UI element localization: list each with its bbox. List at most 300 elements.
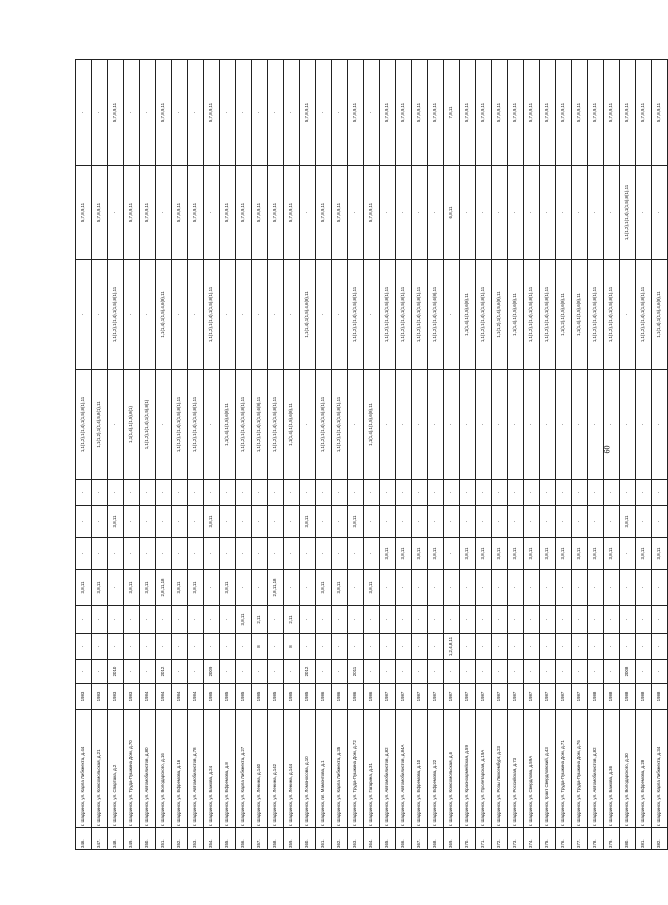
cell-c6: 3,8,11 bbox=[92, 570, 108, 606]
cell-c13: - bbox=[220, 60, 236, 166]
cell-c11: - bbox=[620, 260, 636, 370]
cell-c10: - bbox=[348, 370, 364, 480]
cell-c12: - bbox=[588, 166, 604, 260]
cell-c11: - bbox=[236, 260, 252, 370]
cell-c6: - bbox=[588, 570, 604, 606]
cell-year: 1983 bbox=[92, 684, 108, 710]
cell-c9: - bbox=[76, 480, 92, 506]
cell-c5: - bbox=[636, 606, 652, 634]
table-row bbox=[188, 60, 204, 850]
cell-c3: - bbox=[572, 660, 588, 684]
cell-num: 364. bbox=[364, 828, 380, 850]
cell-c7: - bbox=[300, 538, 316, 570]
cell-c6: - bbox=[444, 570, 460, 606]
cell-c9: - bbox=[412, 480, 428, 506]
cell-c3: - bbox=[476, 660, 492, 684]
cell-addr: г. Шадринск, ул. Ефремова, д.22 bbox=[428, 710, 444, 828]
cell-c11: 1,1(1,2),1(1,4),1(1,5),8(1),11 bbox=[636, 260, 652, 370]
cell-c10: - bbox=[444, 370, 460, 480]
cell-c9: - bbox=[540, 480, 556, 506]
cell-num: 358. bbox=[268, 828, 284, 850]
cell-c3: - bbox=[140, 660, 156, 684]
cell-c9: - bbox=[636, 480, 652, 506]
cell-c12: 5,7,8,9,11 bbox=[252, 166, 268, 260]
cell-c7: - bbox=[140, 538, 156, 570]
table-row bbox=[540, 60, 556, 850]
cell-c6: - bbox=[556, 570, 572, 606]
cell-c5: - bbox=[476, 606, 492, 634]
cell-c12: 5,7,8,9,11 bbox=[220, 166, 236, 260]
cell-c10: 1,1(1,4),1(1,5),6(8),11 bbox=[284, 370, 300, 480]
cell-c11: 1,1(1,2),1(1,4),1(1,5),8(1),11 bbox=[396, 260, 412, 370]
cell-c3: - bbox=[380, 660, 396, 684]
cell-c11: 1,1(1,4),1(1,5),4,6(8),11 bbox=[156, 260, 172, 370]
cell-c5: - bbox=[188, 606, 204, 634]
cell-c9: - bbox=[220, 480, 236, 506]
cell-c3: - bbox=[412, 660, 428, 684]
cell-year: 1984 bbox=[172, 684, 188, 710]
table-row bbox=[236, 60, 252, 850]
cell-c12: - bbox=[540, 166, 556, 260]
cell-c6: - bbox=[252, 570, 268, 606]
cell-c9: - bbox=[380, 480, 396, 506]
cell-c6: - bbox=[572, 570, 588, 606]
cell-c7: 3,8,11 bbox=[524, 538, 540, 570]
cell-c7: - bbox=[204, 538, 220, 570]
cell-year: 1987 bbox=[460, 684, 476, 710]
table-row bbox=[444, 60, 460, 850]
cell-c12: 5,7,8,9,11 bbox=[236, 166, 252, 260]
cell-c6: - bbox=[492, 570, 508, 606]
cell-c13: 5,7,8,9,11 bbox=[204, 60, 220, 166]
cell-c5: - bbox=[444, 606, 460, 634]
cell-c5: - bbox=[396, 606, 412, 634]
cell-c3: - bbox=[188, 660, 204, 684]
cell-c11: - bbox=[332, 260, 348, 370]
cell-c12: - bbox=[460, 166, 476, 260]
cell-year: 1983 bbox=[108, 684, 124, 710]
cell-c8: - bbox=[460, 506, 476, 538]
cell-c12: - bbox=[604, 166, 620, 260]
cell-addr: г. Шадринск, ул. Ефремова, д.10 bbox=[412, 710, 428, 828]
cell-c4: - bbox=[476, 634, 492, 660]
cell-year: 1984 bbox=[156, 684, 172, 710]
cell-c11: - bbox=[252, 260, 268, 370]
cell-c10: 1,1(1,2),1(1,4),1(1,5),8(1),11 bbox=[316, 370, 332, 480]
cell-c13: 5,7,8,9,11 bbox=[636, 60, 652, 166]
cell-addr: г. Шадринск, ул. Карла Либкнехта, д.34 bbox=[652, 710, 668, 828]
cell-c12: 5,7,8,9,11 bbox=[364, 166, 380, 260]
cell-year: 1987 bbox=[380, 684, 396, 710]
table-row bbox=[508, 60, 524, 850]
cell-c11: - bbox=[188, 260, 204, 370]
cell-c4: - bbox=[172, 634, 188, 660]
cell-c7: 3,8,11 bbox=[588, 538, 604, 570]
cell-c4: - bbox=[620, 634, 636, 660]
cell-addr: г. Шадринск, ул. Труда-Пушкина Дом, д.76 bbox=[572, 710, 588, 828]
cell-c3: 2012 bbox=[300, 660, 316, 684]
cell-addr: г. Шадринск, ул. Ленина, д.144 bbox=[284, 710, 300, 828]
cell-c3: - bbox=[588, 660, 604, 684]
table-row bbox=[620, 60, 636, 850]
cell-c4: - bbox=[428, 634, 444, 660]
cell-c10: 1,1(1,4),1(1,5),6(8),11 bbox=[220, 370, 236, 480]
cell-c4: - bbox=[204, 634, 220, 660]
cell-year: 1988 bbox=[652, 684, 668, 710]
cell-c11: 1,1(1,2),1(1,4),1(1,5),8(1),11 bbox=[380, 260, 396, 370]
cell-c5: - bbox=[300, 606, 316, 634]
cell-c8: 3,8,11 bbox=[620, 506, 636, 538]
table-row bbox=[412, 60, 428, 850]
cell-num: 381. bbox=[636, 828, 652, 850]
cell-c3: - bbox=[540, 660, 556, 684]
cell-c6: - bbox=[540, 570, 556, 606]
cell-addr: г. Шадринск, ул. Труда-Пушкина Дом, д.70 bbox=[124, 710, 140, 828]
cell-num: 379. bbox=[604, 828, 620, 850]
cell-c4: - bbox=[380, 634, 396, 660]
cell-c3: - bbox=[172, 660, 188, 684]
cell-c7: 3,8,11 bbox=[636, 538, 652, 570]
table-row bbox=[220, 60, 236, 850]
cell-c5: - bbox=[412, 606, 428, 634]
cell-addr: г. Шадринск, ул. Карла Либкнехта, д.35 bbox=[332, 710, 348, 828]
cell-c4: - bbox=[412, 634, 428, 660]
cell-c9: - bbox=[204, 480, 220, 506]
cell-c9: - bbox=[332, 480, 348, 506]
cell-c7: 3,8,11 bbox=[604, 538, 620, 570]
cell-c8: - bbox=[540, 506, 556, 538]
cell-c11: - bbox=[364, 260, 380, 370]
cell-c6: 3,8,11 bbox=[172, 570, 188, 606]
cell-c9: - bbox=[348, 480, 364, 506]
cell-addr: г. Шадринск, ул. Автомобилистов, д.78 bbox=[188, 710, 204, 828]
cell-c12: - bbox=[428, 166, 444, 260]
cell-c8: - bbox=[92, 506, 108, 538]
cell-year: 1987 bbox=[524, 684, 540, 710]
cell-c7: 3,8,11 bbox=[652, 538, 668, 570]
cell-num: 370. bbox=[460, 828, 476, 850]
cell-c10: - bbox=[380, 370, 396, 480]
cell-c10: 1,1(1,2),1(1,4),1(1,5),8(1) bbox=[140, 370, 156, 480]
cell-c11: 1,1(1,4),1(1,5),6(8),11 bbox=[508, 260, 524, 370]
cell-c6: - bbox=[300, 570, 316, 606]
cell-c8: - bbox=[380, 506, 396, 538]
cell-c7: 3,8,11 bbox=[428, 538, 444, 570]
cell-c10: 1,1(1,2),1(1,4),1(1,5),6(8),11 bbox=[252, 370, 268, 480]
cell-addr: г. Шадринск, ул. Автомобилистов, д.82 bbox=[588, 710, 604, 828]
cell-addr: г. Шадринск, ул. Ефремова, д.28 bbox=[636, 710, 652, 828]
table-row bbox=[140, 60, 156, 850]
cell-c5: - bbox=[172, 606, 188, 634]
cell-c9: - bbox=[188, 480, 204, 506]
cell-c8: - bbox=[76, 506, 92, 538]
cell-c5: - bbox=[556, 606, 572, 634]
cell-c5: - bbox=[76, 606, 92, 634]
cell-c5: 2,11 bbox=[284, 606, 300, 634]
cell-c7: 3,8,11 bbox=[460, 538, 476, 570]
cell-num: 380. bbox=[620, 828, 636, 850]
cell-c7: - bbox=[348, 538, 364, 570]
cell-c4: - bbox=[572, 634, 588, 660]
cell-c12: 1,1(1,2),1(1,4),1(1,5),8(1),11 bbox=[620, 166, 636, 260]
cell-c12: - bbox=[476, 166, 492, 260]
cell-c13: 5,7,8,9,11 bbox=[476, 60, 492, 166]
cell-c4: - bbox=[364, 634, 380, 660]
table-row bbox=[332, 60, 348, 850]
cell-num: 368. bbox=[428, 828, 444, 850]
cell-c7: - bbox=[316, 538, 332, 570]
cell-c11: 1,1(1,4),1(1,5),6(8),11 bbox=[572, 260, 588, 370]
cell-c13: - bbox=[364, 60, 380, 166]
cell-year: 1987 bbox=[396, 684, 412, 710]
cell-c4: - bbox=[556, 634, 572, 660]
cell-c4: - bbox=[540, 634, 556, 660]
table-row bbox=[204, 60, 220, 850]
cell-num: 374. bbox=[524, 828, 540, 850]
table-row bbox=[556, 60, 572, 850]
cell-c9: - bbox=[604, 480, 620, 506]
cell-addr: г. Шадринск, ул. Ленина, д.140 bbox=[252, 710, 268, 828]
cell-c11: 1,1(1,2),1(1,4),1(1,5),8(1),11 bbox=[108, 260, 124, 370]
table-row bbox=[476, 60, 492, 850]
cell-c11: - bbox=[92, 260, 108, 370]
cell-c7: - bbox=[252, 538, 268, 570]
cell-addr: г. Шадринск, ул. Бажова, д.24 bbox=[204, 710, 220, 828]
cell-c4: - bbox=[652, 634, 668, 660]
cell-c4: - bbox=[332, 634, 348, 660]
cell-c4: - bbox=[316, 634, 332, 660]
table-row bbox=[156, 60, 172, 850]
table-row bbox=[588, 60, 604, 850]
housing-table bbox=[75, 59, 668, 850]
cell-c9: - bbox=[620, 480, 636, 506]
cell-year: 1986 bbox=[364, 684, 380, 710]
cell-c5: - bbox=[588, 606, 604, 634]
cell-c13: 5,7,8,9,11 bbox=[396, 60, 412, 166]
cell-c9: - bbox=[172, 480, 188, 506]
cell-c9: - bbox=[428, 480, 444, 506]
cell-c10: - bbox=[108, 370, 124, 480]
cell-c9: - bbox=[524, 480, 540, 506]
table-row bbox=[284, 60, 300, 850]
cell-c3: - bbox=[284, 660, 300, 684]
cell-c11: 1,1(1,4),1(1,5),6(8),11 bbox=[460, 260, 476, 370]
cell-c10: - bbox=[652, 370, 668, 480]
cell-addr: г. Шадринск, ул. Автомобилистов, д.84А bbox=[396, 710, 412, 828]
cell-c5: 3,8,11 bbox=[236, 606, 252, 634]
cell-c5: - bbox=[364, 606, 380, 634]
cell-num: 376. bbox=[556, 828, 572, 850]
table-row bbox=[76, 60, 92, 850]
cell-c3: 2012 bbox=[156, 660, 172, 684]
cell-year: 1984 bbox=[140, 684, 156, 710]
cell-c9: - bbox=[140, 480, 156, 506]
cell-c4: - bbox=[348, 634, 364, 660]
cell-year: 1987 bbox=[492, 684, 508, 710]
table-row bbox=[92, 60, 108, 850]
cell-c5: - bbox=[380, 606, 396, 634]
cell-c11: 1,1(1,2),1(1,5),6(8),11 bbox=[556, 260, 572, 370]
cell-c4: 8 bbox=[252, 634, 268, 660]
cell-c11: 1,1(1,2),1(1,4),5,6(8),11 bbox=[492, 260, 508, 370]
cell-c6: - bbox=[620, 570, 636, 606]
cell-num: 359. bbox=[284, 828, 300, 850]
cell-c12: - bbox=[636, 166, 652, 260]
cell-c10: - bbox=[204, 370, 220, 480]
cell-c11: - bbox=[172, 260, 188, 370]
cell-addr: г. Шадринск, ул. Российская, д.73 bbox=[508, 710, 524, 828]
cell-c8: - bbox=[652, 506, 668, 538]
cell-c5: - bbox=[620, 606, 636, 634]
cell-c12: - bbox=[348, 166, 364, 260]
cell-c13: - bbox=[124, 60, 140, 166]
cell-c11: 1,1(1,4),1(1,5),4,6(8),11 bbox=[652, 260, 668, 370]
cell-c4: - bbox=[268, 634, 284, 660]
cell-c10: 1,1(1,4),1(1,5),6(8),11 bbox=[364, 370, 380, 480]
cell-c12: 5,7,8,9,11 bbox=[268, 166, 284, 260]
cell-c3: - bbox=[124, 660, 140, 684]
cell-c11: 1,1(1,2),1(1,4),1(1,5),8(1),11 bbox=[588, 260, 604, 370]
cell-c12: - bbox=[380, 166, 396, 260]
cell-year: 1985 bbox=[236, 684, 252, 710]
table-row bbox=[252, 60, 268, 850]
cell-c13: 7,8,11 bbox=[444, 60, 460, 166]
cell-c3: - bbox=[396, 660, 412, 684]
cell-addr: г. Шадринск, ул. Володарского, д.30 bbox=[620, 710, 636, 828]
cell-c11: 1,1(1,2),1(1,4),1(1,5),8(1),11 bbox=[540, 260, 556, 370]
cell-c4: - bbox=[588, 634, 604, 660]
cell-c12: 5,7,8,9,11 bbox=[76, 166, 92, 260]
cell-c9: - bbox=[92, 480, 108, 506]
cell-c3: - bbox=[268, 660, 284, 684]
cell-c13: 5,7,8,9,11 bbox=[348, 60, 364, 166]
cell-c5: - bbox=[268, 606, 284, 634]
cell-c5: - bbox=[316, 606, 332, 634]
table-row bbox=[428, 60, 444, 850]
cell-num: 349. bbox=[124, 828, 140, 850]
cell-c3: - bbox=[236, 660, 252, 684]
cell-c6: - bbox=[428, 570, 444, 606]
cell-c9: - bbox=[300, 480, 316, 506]
cell-c8: - bbox=[284, 506, 300, 538]
cell-c4: - bbox=[508, 634, 524, 660]
cell-c13: - bbox=[268, 60, 284, 166]
cell-c8: - bbox=[524, 506, 540, 538]
cell-c11: - bbox=[268, 260, 284, 370]
cell-c13: - bbox=[92, 60, 108, 166]
cell-c10: - bbox=[636, 370, 652, 480]
cell-num: 367. bbox=[412, 828, 428, 850]
cell-c12: - bbox=[108, 166, 124, 260]
cell-c11: - bbox=[76, 260, 92, 370]
cell-c5: - bbox=[220, 606, 236, 634]
cell-c9: - bbox=[444, 480, 460, 506]
cell-c4: - bbox=[220, 634, 236, 660]
cell-year: 1983 bbox=[124, 684, 140, 710]
table-row bbox=[364, 60, 380, 850]
cell-c3: - bbox=[252, 660, 268, 684]
cell-c3: 2009 bbox=[204, 660, 220, 684]
cell-addr: г. Шадринск, ул. Ленина, д.142 bbox=[268, 710, 284, 828]
cell-c5: - bbox=[652, 606, 668, 634]
cell-c9: - bbox=[156, 480, 172, 506]
cell-c10: - bbox=[492, 370, 508, 480]
cell-num: 354. bbox=[204, 828, 220, 850]
cell-c8: - bbox=[364, 506, 380, 538]
cell-c9: - bbox=[284, 480, 300, 506]
cell-year: 1987 bbox=[572, 684, 588, 710]
table-row bbox=[172, 60, 188, 850]
cell-c8: 3,8,11 bbox=[204, 506, 220, 538]
cell-c10: 1,1(1,2),1(1,4),1(1,5),8(1),11 bbox=[76, 370, 92, 480]
cell-year: 1987 bbox=[476, 684, 492, 710]
cell-c13: 5,7,8,9,11 bbox=[300, 60, 316, 166]
cell-c4: - bbox=[76, 634, 92, 660]
cell-c11: 1,1(1,2),1(1,4),1(1,5),6(8),11 bbox=[428, 260, 444, 370]
cell-c7: 3,8,11 bbox=[540, 538, 556, 570]
cell-c9: - bbox=[588, 480, 604, 506]
cell-c3: - bbox=[492, 660, 508, 684]
cell-c4: - bbox=[108, 634, 124, 660]
cell-num: 373. bbox=[508, 828, 524, 850]
cell-c12: - bbox=[652, 166, 668, 260]
cell-c3: - bbox=[524, 660, 540, 684]
cell-num: 350. bbox=[140, 828, 156, 850]
cell-num: 347. bbox=[92, 828, 108, 850]
cell-c9: - bbox=[268, 480, 284, 506]
cell-addr: г. Шадринск, ул. Комсомольская, д.21 bbox=[92, 710, 108, 828]
cell-addr: г. Шадринск, ул. Бажова, д.36 bbox=[604, 710, 620, 828]
cell-c8: - bbox=[252, 506, 268, 538]
cell-c3: - bbox=[428, 660, 444, 684]
cell-c7: - bbox=[444, 538, 460, 570]
cell-year: 1986 bbox=[316, 684, 332, 710]
cell-c11: - bbox=[140, 260, 156, 370]
cell-addr: г. Шадринск, ул. Карла Либкнехта, д.27 bbox=[236, 710, 252, 828]
cell-c8: - bbox=[476, 506, 492, 538]
cell-num: 362. bbox=[332, 828, 348, 850]
cell-c12: 6,8,11 bbox=[444, 166, 460, 260]
cell-c4: - bbox=[92, 634, 108, 660]
cell-year: 1988 bbox=[620, 684, 636, 710]
table-row bbox=[348, 60, 364, 850]
cell-c5: - bbox=[108, 606, 124, 634]
cell-c6: - bbox=[604, 570, 620, 606]
cell-c7: 3,8,11 bbox=[572, 538, 588, 570]
cell-c4: - bbox=[396, 634, 412, 660]
cell-year: 1985 bbox=[220, 684, 236, 710]
cell-c12: - bbox=[204, 166, 220, 260]
cell-c8: - bbox=[268, 506, 284, 538]
cell-year: 1984 bbox=[188, 684, 204, 710]
cell-c6: - bbox=[204, 570, 220, 606]
cell-c7: - bbox=[124, 538, 140, 570]
cell-c5: - bbox=[92, 606, 108, 634]
cell-c10: - bbox=[572, 370, 588, 480]
cell-c3: - bbox=[444, 660, 460, 684]
cell-addr: г. Шадринск, ул. Розы Люксембург, д.23 bbox=[492, 710, 508, 828]
cell-c5: - bbox=[348, 606, 364, 634]
cell-num: 360. bbox=[300, 828, 316, 850]
cell-c10: - bbox=[588, 370, 604, 480]
table-row bbox=[380, 60, 396, 850]
cell-c11: 1,1(1,2),1(1,4),1(1,5),8(1),11 bbox=[524, 260, 540, 370]
cell-addr: г. Шадринск, ул. Спартака, д.2 bbox=[108, 710, 124, 828]
cell-c13: 5,7,8,9,11 bbox=[524, 60, 540, 166]
cell-c8: - bbox=[508, 506, 524, 538]
table-row bbox=[460, 60, 476, 850]
cell-c7: - bbox=[92, 538, 108, 570]
